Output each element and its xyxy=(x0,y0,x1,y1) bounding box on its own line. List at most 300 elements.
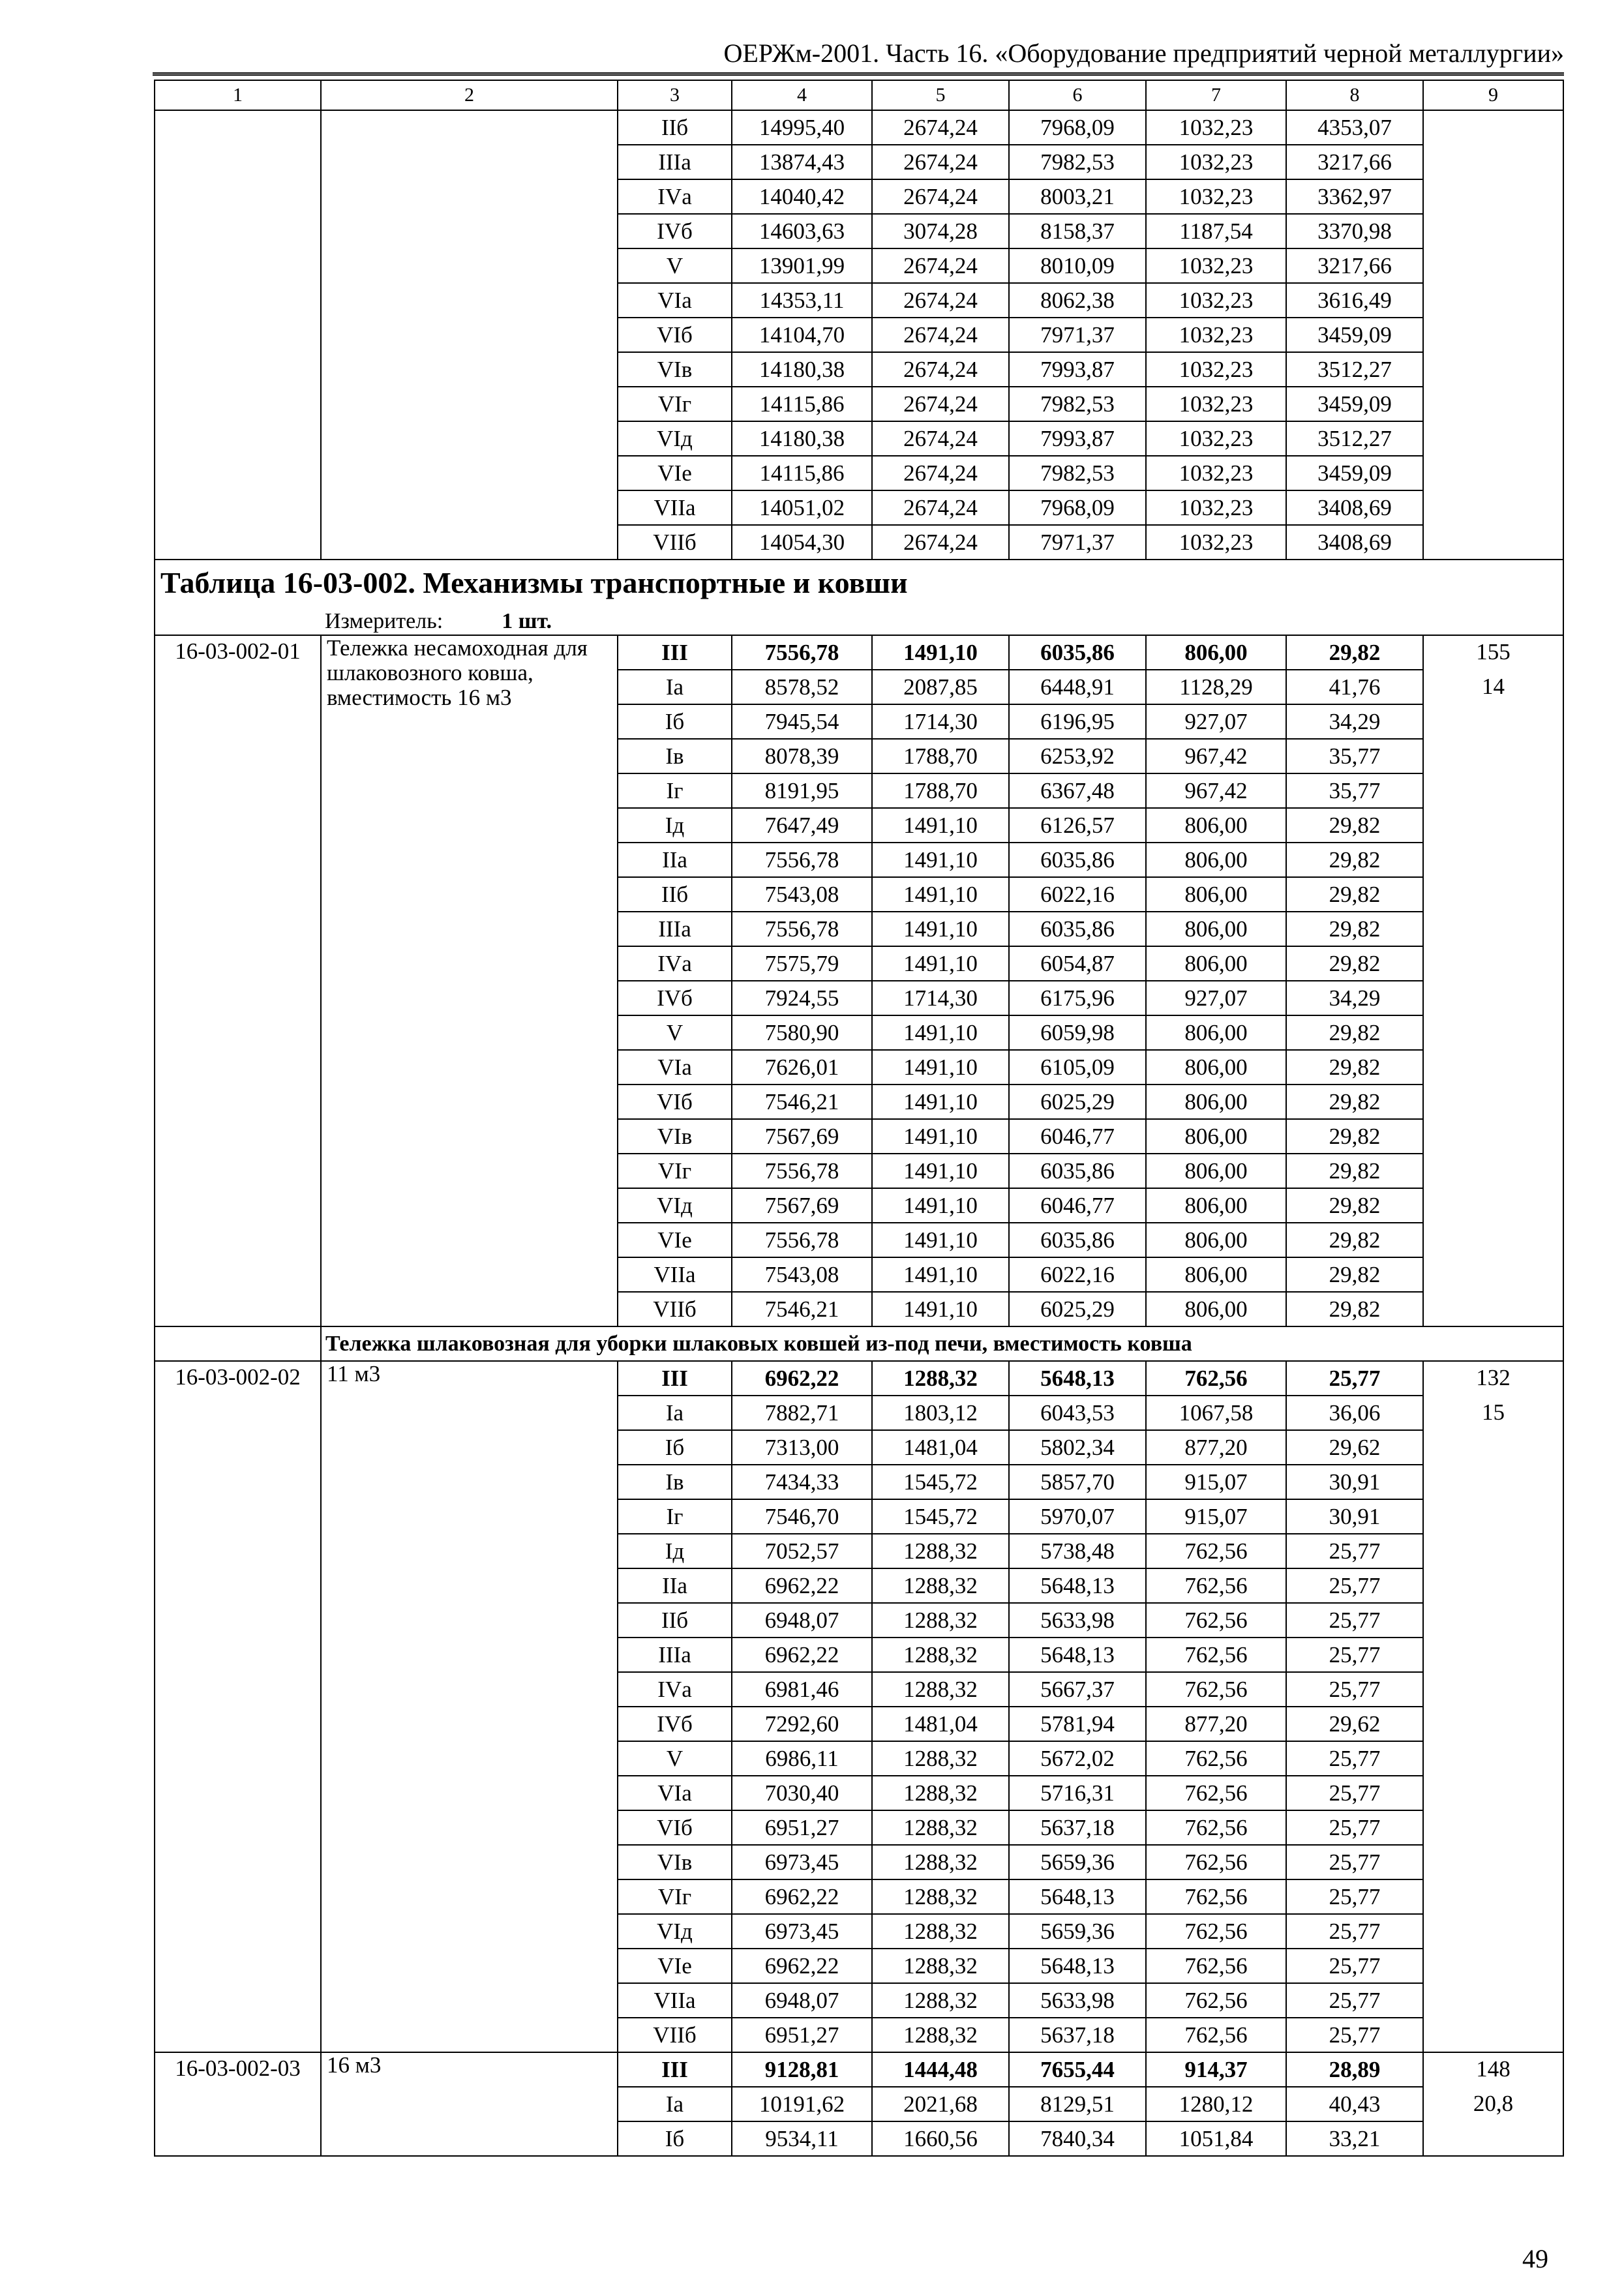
machinists-wages-cell: 806,00 xyxy=(1146,1292,1286,1326)
machinists-wages-cell: 762,56 xyxy=(1146,1810,1286,1845)
materials-cell: 3370,98 xyxy=(1286,214,1423,248)
total-cost-cell: 9128,81 xyxy=(732,2052,872,2087)
machinists-wages-cell: 806,00 xyxy=(1146,1085,1286,1119)
total-cost-cell: 7882,71 xyxy=(732,1396,872,1430)
machinists-wages-cell: 1128,29 xyxy=(1146,670,1286,704)
wages-cell: 1288,32 xyxy=(872,1845,1009,1879)
materials-cell: 29,82 xyxy=(1286,843,1423,877)
wages-cell: 2674,24 xyxy=(872,387,1009,421)
zone-cell: VIг xyxy=(618,387,732,421)
wages-cell: 1714,30 xyxy=(872,981,1009,1015)
zone-cell: VIб xyxy=(618,1085,732,1119)
zone-cell: VIв xyxy=(618,1119,732,1154)
total-cost-cell: 7543,08 xyxy=(732,877,872,912)
materials-cell: 29,62 xyxy=(1286,1430,1423,1465)
machines-cell: 6196,95 xyxy=(1009,704,1146,739)
machinists-wages-cell: 762,56 xyxy=(1146,1845,1286,1879)
machines-cell: 5648,13 xyxy=(1009,1361,1146,1396)
zone-cell: IVб xyxy=(618,981,732,1015)
wages-cell: 1491,10 xyxy=(872,1119,1009,1154)
zone-cell: III xyxy=(618,1361,732,1396)
machinists-wages-cell: 877,20 xyxy=(1146,1430,1286,1465)
column-number: 5 xyxy=(872,80,1009,110)
total-cost-cell: 7052,57 xyxy=(732,1534,872,1568)
machines-cell: 6105,09 xyxy=(1009,1050,1146,1085)
materials-cell: 25,77 xyxy=(1286,1879,1423,1914)
meter-line xyxy=(160,609,1557,634)
machines-cell: 5659,36 xyxy=(1009,1845,1146,1879)
total-cost-cell: 7556,78 xyxy=(732,1223,872,1257)
total-cost-cell: 7567,69 xyxy=(732,1119,872,1154)
wages-cell: 1491,10 xyxy=(872,1188,1009,1223)
machines-cell: 8010,09 xyxy=(1009,248,1146,283)
zone-cell: V xyxy=(618,1015,732,1050)
machines-cell: 8062,38 xyxy=(1009,283,1146,318)
materials-cell: 25,77 xyxy=(1286,1776,1423,1810)
table-title-cell xyxy=(155,560,1563,635)
running-header: ОЕРЖм-2001. Часть 16. «Оборудование предприятий черной металлургии» xyxy=(723,38,1564,68)
machinists-wages-cell: 762,56 xyxy=(1146,1603,1286,1638)
wages-cell: 1491,10 xyxy=(872,912,1009,946)
machinists-wages-cell: 806,00 xyxy=(1146,877,1286,912)
labor-value: 132 xyxy=(1476,1365,1511,1390)
machines-cell: 7968,09 xyxy=(1009,490,1146,525)
machines-cell: 5648,13 xyxy=(1009,1568,1146,1603)
zone-cell: IVа xyxy=(618,1672,732,1707)
total-cost-cell: 7556,78 xyxy=(732,912,872,946)
machinists-wages-cell: 762,56 xyxy=(1146,1983,1286,2018)
total-cost-cell: 6962,22 xyxy=(732,1361,872,1396)
total-cost-cell: 8078,39 xyxy=(732,739,872,773)
zone-cell: VIIб xyxy=(618,1292,732,1326)
zone-cell: IVа xyxy=(618,179,732,214)
materials-cell: 25,77 xyxy=(1286,1810,1423,1845)
total-cost-cell: 7580,90 xyxy=(732,1015,872,1050)
materials-cell: 29,82 xyxy=(1286,808,1423,843)
total-cost-cell: 7030,40 xyxy=(732,1776,872,1810)
total-cost-cell: 6962,22 xyxy=(732,1568,872,1603)
wages-cell: 2674,24 xyxy=(872,352,1009,387)
total-cost-cell: 7567,69 xyxy=(732,1188,872,1223)
machines-cell: 5648,13 xyxy=(1009,1879,1146,1914)
total-cost-cell: 14180,38 xyxy=(732,421,872,456)
table-title: Таблица 16-03-002. Механизмы транспортные и ковши xyxy=(160,566,908,599)
machines-cell: 5633,98 xyxy=(1009,1603,1146,1638)
machines-cell: 5659,36 xyxy=(1009,1914,1146,1949)
machines-cell: 6054,87 xyxy=(1009,946,1146,981)
materials-cell: 25,77 xyxy=(1286,1983,1423,2018)
zone-cell: VIг xyxy=(618,1879,732,1914)
materials-cell: 25,77 xyxy=(1286,1914,1423,1949)
empty-cell xyxy=(155,110,321,560)
materials-cell: 25,77 xyxy=(1286,1361,1423,1396)
materials-cell: 3408,69 xyxy=(1286,490,1423,525)
zone-cell: Iв xyxy=(618,739,732,773)
machinists-wages-cell: 762,56 xyxy=(1146,1879,1286,1914)
machines-cell: 7982,53 xyxy=(1009,456,1146,490)
machines-cell: 6022,16 xyxy=(1009,877,1146,912)
machines-cell: 5857,70 xyxy=(1009,1465,1146,1499)
wages-cell: 3074,28 xyxy=(872,214,1009,248)
machinists-wages-cell: 1032,23 xyxy=(1146,110,1286,145)
total-cost-cell: 7546,21 xyxy=(732,1085,872,1119)
machinists-wages-cell: 1032,23 xyxy=(1146,179,1286,214)
zone-cell: VIб xyxy=(618,318,732,352)
zone-cell: Iв xyxy=(618,1465,732,1499)
wages-cell: 2674,24 xyxy=(872,490,1009,525)
machinists-wages-cell: 927,07 xyxy=(1146,981,1286,1015)
table-row xyxy=(155,2052,1563,2087)
empty-cell xyxy=(1423,110,1563,560)
labor-value: 15 xyxy=(1482,1399,1505,1425)
materials-cell: 29,82 xyxy=(1286,1292,1423,1326)
zone-cell: IVб xyxy=(618,214,732,248)
zone-cell: VIе xyxy=(618,1223,732,1257)
zone-cell: Iа xyxy=(618,1396,732,1430)
machinists-wages-cell: 1032,23 xyxy=(1146,145,1286,179)
total-cost-cell: 7556,78 xyxy=(732,635,872,670)
wages-cell: 1491,10 xyxy=(872,1257,1009,1292)
total-cost-cell: 7546,70 xyxy=(732,1499,872,1534)
total-cost-cell: 7945,54 xyxy=(732,704,872,739)
zone-cell: IIб xyxy=(618,877,732,912)
total-cost-cell: 14040,42 xyxy=(732,179,872,214)
materials-cell: 29,82 xyxy=(1286,877,1423,912)
rates-table xyxy=(154,80,1564,2157)
wages-cell: 1491,10 xyxy=(872,1223,1009,1257)
total-cost-cell: 7575,79 xyxy=(732,946,872,981)
wages-cell: 1803,12 xyxy=(872,1396,1009,1430)
materials-cell: 29,82 xyxy=(1286,1050,1423,1085)
machinists-wages-cell: 806,00 xyxy=(1146,946,1286,981)
meter-value: 1 шт. xyxy=(502,609,552,633)
wages-cell: 2674,24 xyxy=(872,248,1009,283)
total-cost-cell: 7313,00 xyxy=(732,1430,872,1465)
column-number: 6 xyxy=(1009,80,1146,110)
machinists-wages-cell: 1280,12 xyxy=(1146,2087,1286,2121)
materials-cell: 29,82 xyxy=(1286,912,1423,946)
wages-cell: 1288,32 xyxy=(872,1914,1009,1949)
materials-cell: 35,77 xyxy=(1286,739,1423,773)
wages-cell: 1288,32 xyxy=(872,1949,1009,1983)
total-cost-cell: 6973,45 xyxy=(732,1914,872,1949)
wages-cell: 1491,10 xyxy=(872,1015,1009,1050)
machines-cell: 6253,92 xyxy=(1009,739,1146,773)
machines-cell: 6046,77 xyxy=(1009,1188,1146,1223)
empty-cell xyxy=(155,1326,321,1361)
column-number-row xyxy=(155,80,1563,110)
materials-cell: 29,82 xyxy=(1286,1188,1423,1223)
machines-cell: 7982,53 xyxy=(1009,145,1146,179)
total-cost-cell: 13901,99 xyxy=(732,248,872,283)
materials-cell: 34,29 xyxy=(1286,981,1423,1015)
materials-cell: 3459,09 xyxy=(1286,318,1423,352)
table-title-row xyxy=(155,560,1563,635)
wages-cell: 2087,85 xyxy=(872,670,1009,704)
total-cost-cell: 14104,70 xyxy=(732,318,872,352)
materials-cell: 25,77 xyxy=(1286,1845,1423,1879)
machinists-wages-cell: 1032,23 xyxy=(1146,283,1286,318)
item-code: 16-03-002-03 xyxy=(155,2052,321,2156)
wages-cell: 1545,72 xyxy=(872,1499,1009,1534)
zone-cell: Iг xyxy=(618,1499,732,1534)
materials-cell: 3217,66 xyxy=(1286,145,1423,179)
machinists-wages-cell: 1032,23 xyxy=(1146,421,1286,456)
machines-cell: 5633,98 xyxy=(1009,1983,1146,2018)
materials-cell: 41,76 xyxy=(1286,670,1423,704)
total-cost-cell: 7647,49 xyxy=(732,808,872,843)
materials-cell: 34,29 xyxy=(1286,704,1423,739)
wages-cell: 1491,10 xyxy=(872,1050,1009,1085)
total-cost-cell: 14180,38 xyxy=(732,352,872,387)
zone-cell: VIд xyxy=(618,421,732,456)
machinists-wages-cell: 762,56 xyxy=(1146,1741,1286,1776)
materials-cell: 25,77 xyxy=(1286,1638,1423,1672)
total-cost-cell: 10191,62 xyxy=(732,2087,872,2121)
zone-cell: VIд xyxy=(618,1914,732,1949)
zone-cell: VIа xyxy=(618,283,732,318)
meter-label: Измеритель: xyxy=(325,609,444,633)
total-cost-cell: 14115,86 xyxy=(732,387,872,421)
machines-cell: 6367,48 xyxy=(1009,773,1146,808)
wages-cell: 1481,04 xyxy=(872,1430,1009,1465)
machinists-wages-cell: 915,07 xyxy=(1146,1499,1286,1534)
table-row xyxy=(155,1361,1563,1396)
group-heading-row xyxy=(155,1326,1563,1361)
machinists-wages-cell: 1032,23 xyxy=(1146,248,1286,283)
labor-value: 155 xyxy=(1476,639,1511,665)
wages-cell: 2674,24 xyxy=(872,110,1009,145)
materials-cell: 28,89 xyxy=(1286,2052,1423,2087)
total-cost-cell: 8578,52 xyxy=(732,670,872,704)
machines-cell: 6035,86 xyxy=(1009,1154,1146,1188)
materials-cell: 3459,09 xyxy=(1286,456,1423,490)
wages-cell: 1288,32 xyxy=(872,1776,1009,1810)
materials-cell: 3616,49 xyxy=(1286,283,1423,318)
machines-cell: 7971,37 xyxy=(1009,525,1146,560)
machines-cell: 8003,21 xyxy=(1009,179,1146,214)
machinists-wages-cell: 806,00 xyxy=(1146,843,1286,877)
total-cost-cell: 14995,40 xyxy=(732,110,872,145)
wages-cell: 1491,10 xyxy=(872,1154,1009,1188)
machines-cell: 6035,86 xyxy=(1009,843,1146,877)
machines-cell: 5781,94 xyxy=(1009,1707,1146,1741)
wages-cell: 1288,32 xyxy=(872,1879,1009,1914)
machinists-wages-cell: 806,00 xyxy=(1146,912,1286,946)
machines-cell: 7655,44 xyxy=(1009,2052,1146,2087)
zone-cell: VIIб xyxy=(618,2018,732,2052)
labor-value: 20,8 xyxy=(1473,2091,1514,2116)
total-cost-cell: 7556,78 xyxy=(732,843,872,877)
materials-cell: 30,91 xyxy=(1286,1499,1423,1534)
materials-cell: 29,82 xyxy=(1286,1257,1423,1292)
column-number: 9 xyxy=(1423,80,1563,110)
machines-cell: 5667,37 xyxy=(1009,1672,1146,1707)
labor-value: 148 xyxy=(1476,2056,1511,2082)
materials-cell: 29,82 xyxy=(1286,1085,1423,1119)
machines-cell: 8129,51 xyxy=(1009,2087,1146,2121)
machinists-wages-cell: 877,20 xyxy=(1146,1707,1286,1741)
materials-cell: 35,77 xyxy=(1286,773,1423,808)
total-cost-cell: 13874,43 xyxy=(732,145,872,179)
column-number: 3 xyxy=(618,80,732,110)
wages-cell: 1288,32 xyxy=(872,1983,1009,2018)
zone-cell: VIе xyxy=(618,1949,732,1983)
wages-cell: 1491,10 xyxy=(872,1085,1009,1119)
total-cost-cell: 7556,78 xyxy=(732,1154,872,1188)
materials-cell: 29,82 xyxy=(1286,1015,1423,1050)
zone-cell: Iд xyxy=(618,1534,732,1568)
item-name: 16 м3 xyxy=(321,2052,618,2156)
materials-cell: 3459,09 xyxy=(1286,387,1423,421)
total-cost-cell: 7292,60 xyxy=(732,1707,872,1741)
machines-cell: 5637,18 xyxy=(1009,2018,1146,2052)
machines-cell: 6035,86 xyxy=(1009,912,1146,946)
total-cost-cell: 7543,08 xyxy=(732,1257,872,1292)
machinists-wages-cell: 806,00 xyxy=(1146,1015,1286,1050)
wages-cell: 1788,70 xyxy=(872,773,1009,808)
empty-cell xyxy=(321,110,618,560)
machinists-wages-cell: 806,00 xyxy=(1146,1188,1286,1223)
zone-cell: III xyxy=(618,635,732,670)
machinists-wages-cell: 806,00 xyxy=(1146,1119,1286,1154)
materials-cell: 25,77 xyxy=(1286,1603,1423,1638)
wages-cell: 1288,32 xyxy=(872,1810,1009,1845)
machinists-wages-cell: 806,00 xyxy=(1146,1223,1286,1257)
wages-cell: 1491,10 xyxy=(872,1292,1009,1326)
materials-cell: 29,62 xyxy=(1286,1707,1423,1741)
materials-cell: 36,06 xyxy=(1286,1396,1423,1430)
machinists-wages-cell: 1032,23 xyxy=(1146,318,1286,352)
machinists-wages-cell: 1187,54 xyxy=(1146,214,1286,248)
zone-cell: Iд xyxy=(618,808,732,843)
machines-cell: 7982,53 xyxy=(1009,387,1146,421)
machinists-wages-cell: 806,00 xyxy=(1146,635,1286,670)
total-cost-cell: 6948,07 xyxy=(732,1603,872,1638)
materials-cell: 40,43 xyxy=(1286,2087,1423,2121)
total-cost-cell: 8191,95 xyxy=(732,773,872,808)
zone-cell: VIб xyxy=(618,1810,732,1845)
wages-cell: 1491,10 xyxy=(872,946,1009,981)
total-cost-cell: 7924,55 xyxy=(732,981,872,1015)
total-cost-cell: 14603,63 xyxy=(732,214,872,248)
machines-cell: 7971,37 xyxy=(1009,318,1146,352)
zone-cell: IIа xyxy=(618,1568,732,1603)
machinists-wages-cell: 762,56 xyxy=(1146,1568,1286,1603)
materials-cell: 30,91 xyxy=(1286,1465,1423,1499)
zone-cell: VIIа xyxy=(618,1983,732,2018)
machines-cell: 7993,87 xyxy=(1009,421,1146,456)
machinists-wages-cell: 806,00 xyxy=(1146,808,1286,843)
zone-cell: III xyxy=(618,2052,732,2087)
wages-cell: 1491,10 xyxy=(872,808,1009,843)
machinists-wages-cell: 914,37 xyxy=(1146,2052,1286,2087)
item-name: 11 м3 xyxy=(321,1361,618,2052)
wages-cell: 2674,24 xyxy=(872,283,1009,318)
machinists-wages-cell: 915,07 xyxy=(1146,1465,1286,1499)
materials-cell: 3362,97 xyxy=(1286,179,1423,214)
wages-cell: 2674,24 xyxy=(872,145,1009,179)
wages-cell: 1788,70 xyxy=(872,739,1009,773)
labor-column xyxy=(1423,635,1563,1326)
zone-cell: VIIа xyxy=(618,490,732,525)
zone-cell: IVа xyxy=(618,946,732,981)
zone-cell: VIг xyxy=(618,1154,732,1188)
machines-cell: 6025,29 xyxy=(1009,1085,1146,1119)
machines-cell: 6035,86 xyxy=(1009,1223,1146,1257)
column-number: 7 xyxy=(1146,80,1286,110)
wages-cell: 1288,32 xyxy=(872,1568,1009,1603)
materials-cell: 25,77 xyxy=(1286,1568,1423,1603)
materials-cell: 3408,69 xyxy=(1286,525,1423,560)
zone-cell: VIIб xyxy=(618,525,732,560)
item-name: Тележка несамоходная для шлаковозного ковша, вместимость 16 м3 xyxy=(321,635,618,1326)
materials-cell: 25,77 xyxy=(1286,1534,1423,1568)
wages-cell: 1714,30 xyxy=(872,704,1009,739)
machinists-wages-cell: 1067,58 xyxy=(1146,1396,1286,1430)
machinists-wages-cell: 927,07 xyxy=(1146,704,1286,739)
machines-cell: 6025,29 xyxy=(1009,1292,1146,1326)
machines-cell: 7968,09 xyxy=(1009,110,1146,145)
column-number: 2 xyxy=(321,80,618,110)
machines-cell: 8158,37 xyxy=(1009,214,1146,248)
machinists-wages-cell: 1032,23 xyxy=(1146,456,1286,490)
total-cost-cell: 7434,33 xyxy=(732,1465,872,1499)
header-rule xyxy=(153,72,1564,76)
machines-cell: 6059,98 xyxy=(1009,1015,1146,1050)
labor-value: 14 xyxy=(1482,674,1505,699)
labor-column xyxy=(1423,2052,1563,2156)
total-cost-cell: 7626,01 xyxy=(732,1050,872,1085)
machinists-wages-cell: 1051,84 xyxy=(1146,2121,1286,2156)
zone-cell: Iг xyxy=(618,773,732,808)
zone-cell: VIIа xyxy=(618,1257,732,1292)
materials-cell: 33,21 xyxy=(1286,2121,1423,2156)
machines-cell: 7840,34 xyxy=(1009,2121,1146,2156)
wages-cell: 1491,10 xyxy=(872,843,1009,877)
wages-cell: 2674,24 xyxy=(872,318,1009,352)
zone-cell: IIIа xyxy=(618,912,732,946)
wages-cell: 1288,32 xyxy=(872,1534,1009,1568)
zone-cell: Iа xyxy=(618,2087,732,2121)
machinists-wages-cell: 762,56 xyxy=(1146,1672,1286,1707)
zone-cell: IIб xyxy=(618,110,732,145)
materials-cell: 25,77 xyxy=(1286,1741,1423,1776)
wages-cell: 1288,32 xyxy=(872,1741,1009,1776)
materials-cell: 29,82 xyxy=(1286,1119,1423,1154)
total-cost-cell: 9534,11 xyxy=(732,2121,872,2156)
machinists-wages-cell: 762,56 xyxy=(1146,1534,1286,1568)
zone-cell: Iб xyxy=(618,1430,732,1465)
materials-cell: 3512,27 xyxy=(1286,421,1423,456)
machines-cell: 7993,87 xyxy=(1009,352,1146,387)
machinists-wages-cell: 1032,23 xyxy=(1146,387,1286,421)
wages-cell: 1491,10 xyxy=(872,877,1009,912)
machines-cell: 5738,48 xyxy=(1009,1534,1146,1568)
wages-cell: 2674,24 xyxy=(872,525,1009,560)
machines-cell: 5672,02 xyxy=(1009,1741,1146,1776)
item-code: 16-03-002-02 xyxy=(155,1361,321,2052)
zone-cell: IIа xyxy=(618,843,732,877)
wages-cell: 2021,68 xyxy=(872,2087,1009,2121)
zone-cell: VIв xyxy=(618,1845,732,1879)
total-cost-cell: 14115,86 xyxy=(732,456,872,490)
wages-cell: 1660,56 xyxy=(872,2121,1009,2156)
materials-cell: 29,82 xyxy=(1286,1223,1423,1257)
page-number: 49 xyxy=(1522,2244,1548,2273)
materials-cell: 29,82 xyxy=(1286,946,1423,981)
zone-cell: Iб xyxy=(618,704,732,739)
